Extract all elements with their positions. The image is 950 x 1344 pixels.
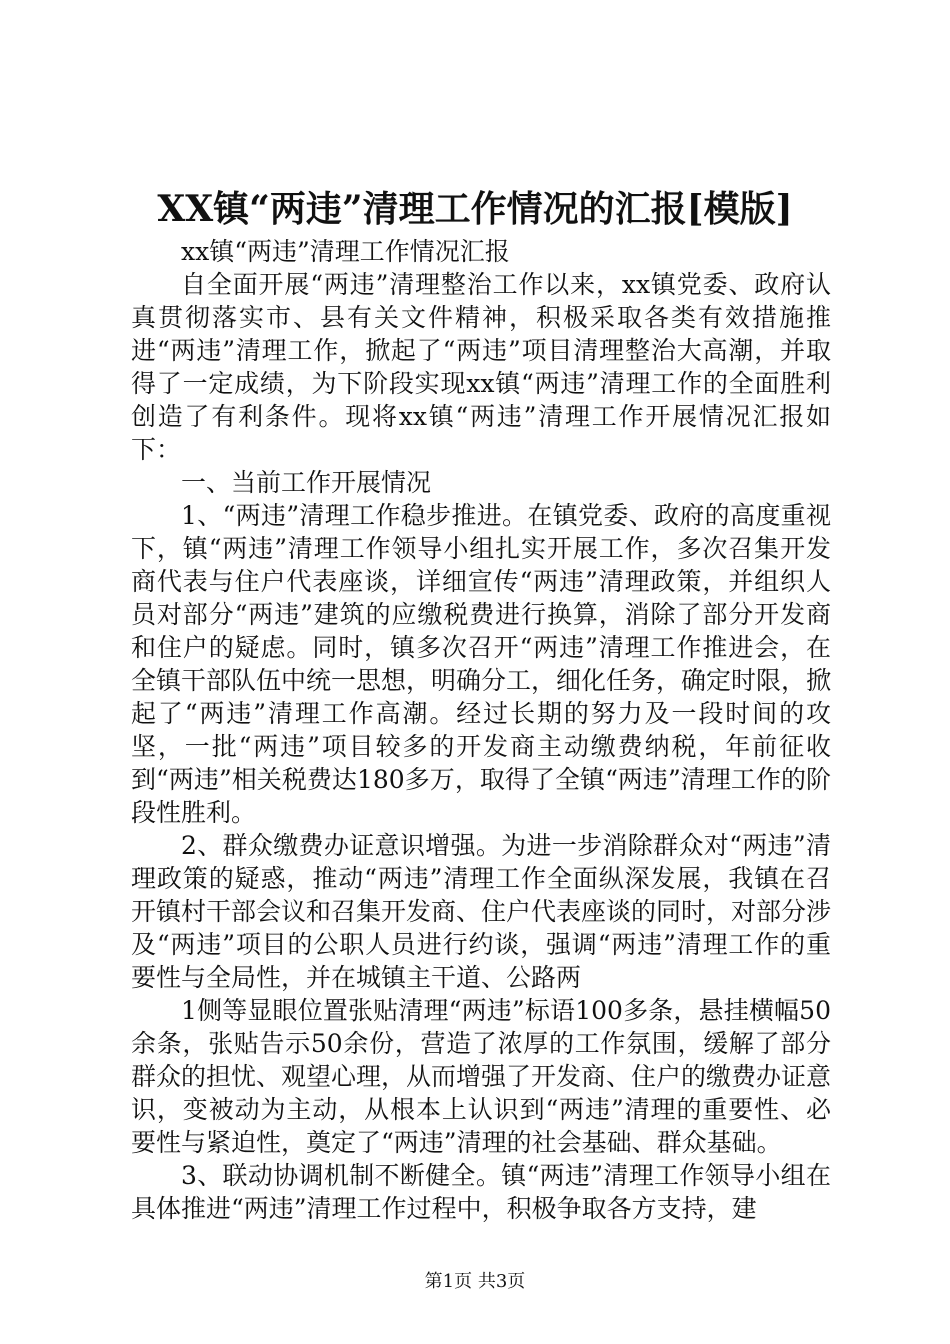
report-subtitle: xx镇“两违”清理工作情况汇报 [181,237,510,266]
paragraph-item-1: 1、“两违”清理工作稳步推进。在镇党委、政府的高度重视下，镇“两违”清理工作领导小组扎实开展工作，多次召集开发商代表与住户代表座谈，详细宣传“两违”清理政策，并组织人员对部分“两违”建筑的应缴税费进行换算，消除了部分开发商和住户的疑虑。同时，镇多次召开“两违”清理工作推进会，在全镇干部队伍中统一思想，明确分工，细化任务，确定时限，掀起了“两违”清理工作高潮。经过长期的努力及一段时间的攻坚，一批“两违”项目较多的开发商主动缴费纳税，年前征收到“两违”相关税费达180多万，取得了全镇“两违”清理工作的阶段性胜利。 [131,501,832,827]
page-footer: 第1页 共3页 [424,1271,526,1292]
document-body [131,235,831,1225]
paragraph-item-2: 2、群众缴费办证意识增强。为进一步消除群众对“两违”清理政策的疑惑，推动“两违”清理工作全面纵深发展，我镇在召开镇村干部会议和召集开发商、住户代表座谈的同时，对部分涉及“两违”项目的公职人员进行约谈，强调“两违”清理工作的重要性与全局性，并在城镇主干道、公路两 [131,831,832,992]
intro-paragraph: 自全面开展“两违”清理整治工作以来，xx镇党委、政府认真贯彻落实市、县有关文件精神，积极采取各类有效措施推进“两违”清理工作，掀起了“两违”项目清理整治大高潮，并取得了一定成绩，为下阶段实现xx镇“两违”清理工作的全面胜利创造了有利条件。现将xx镇“两违”清理工作开展情况汇报如下： [131,270,831,464]
document-title: XX镇“两违”清理工作情况的汇报[模版] [157,188,793,230]
section-heading: 一、当前工作开展情况 [181,468,432,497]
paragraph-item-3: 3、联动协调机制不断健全。镇“两违”清理工作领导小组在具体推进“两违”清理工作过程中，积极争取各方支持，建 [131,1161,831,1223]
paragraph-continuation: 1侧等显眼位置张贴清理“两违”标语100多条，悬挂横幅50余条，张贴告示50余份，营造了浓厚的工作氛围，缓解了部分群众的担忧、观望心理，从而增强了开发商、住户的缴费办证意识，变被动为主动，从根本上认识到“两违”清理的重要性、必要性与紧迫性，奠定了“两违”清理的社会基础、群众基础。 [131,996,832,1157]
